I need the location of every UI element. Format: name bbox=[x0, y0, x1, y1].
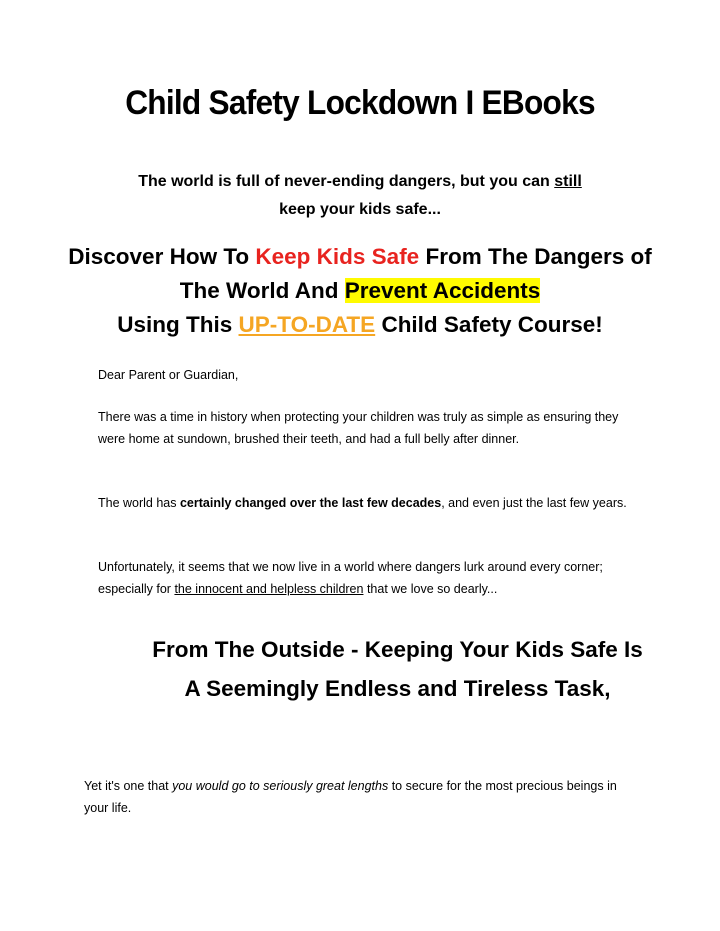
closing-part2: to secure for the most precious beings in your life. bbox=[84, 779, 617, 815]
salutation: Dear Parent or Guardian, bbox=[98, 368, 239, 382]
closing-paragraph bbox=[84, 775, 644, 819]
para2-part1: The world has bbox=[98, 496, 180, 510]
subheading: From The Outside - Keeping Your Kids Safe Is A Seemingly Endless and Tireless Task, bbox=[152, 637, 643, 701]
headline bbox=[60, 240, 660, 342]
para3-part2: that we love so dearly... bbox=[363, 582, 498, 596]
intro-text bbox=[90, 168, 630, 224]
para2-bold: certainly changed over the last few decades bbox=[179, 496, 442, 510]
headline-part3: Using This bbox=[117, 312, 239, 337]
paragraph-3 bbox=[98, 556, 628, 600]
page-title: Child Safety Lockdown I EBooks bbox=[125, 84, 595, 122]
headline-prevent-accidents: Prevent Accidents bbox=[344, 278, 541, 303]
closing-italic: you would go to seriously great lengths bbox=[172, 779, 389, 793]
closing-part1: Yet it's one that bbox=[84, 779, 173, 793]
headline-up-to-date: UP-TO-DATE bbox=[238, 312, 376, 337]
paragraph-2 bbox=[98, 492, 628, 514]
headline-keep-kids-safe: Keep Kids Safe bbox=[255, 244, 420, 269]
para3-part1: Unfortunately, it seems that we now live in a world where dangers lurk around every corner; especially for bbox=[98, 560, 603, 596]
para2-part2: , and even just the last few years. bbox=[441, 496, 627, 510]
headline-part2: From The Dangers of The World And bbox=[179, 244, 652, 303]
intro-part2: keep your kids safe... bbox=[279, 201, 441, 218]
intro-still: still bbox=[554, 173, 582, 190]
intro-part1: The world is full of never-ending dangers, but you can bbox=[138, 173, 555, 190]
headline-part4: Child Safety Course! bbox=[375, 312, 603, 337]
headline-part1: Discover How To bbox=[68, 244, 256, 269]
paragraph-1: There was a time in history when protecting your children was truly as simple as ensuring they were home at sundown, brushed their teeth, and had a full belly after dinner. bbox=[98, 410, 619, 446]
para3-underlined: the innocent and helpless children bbox=[174, 582, 364, 596]
